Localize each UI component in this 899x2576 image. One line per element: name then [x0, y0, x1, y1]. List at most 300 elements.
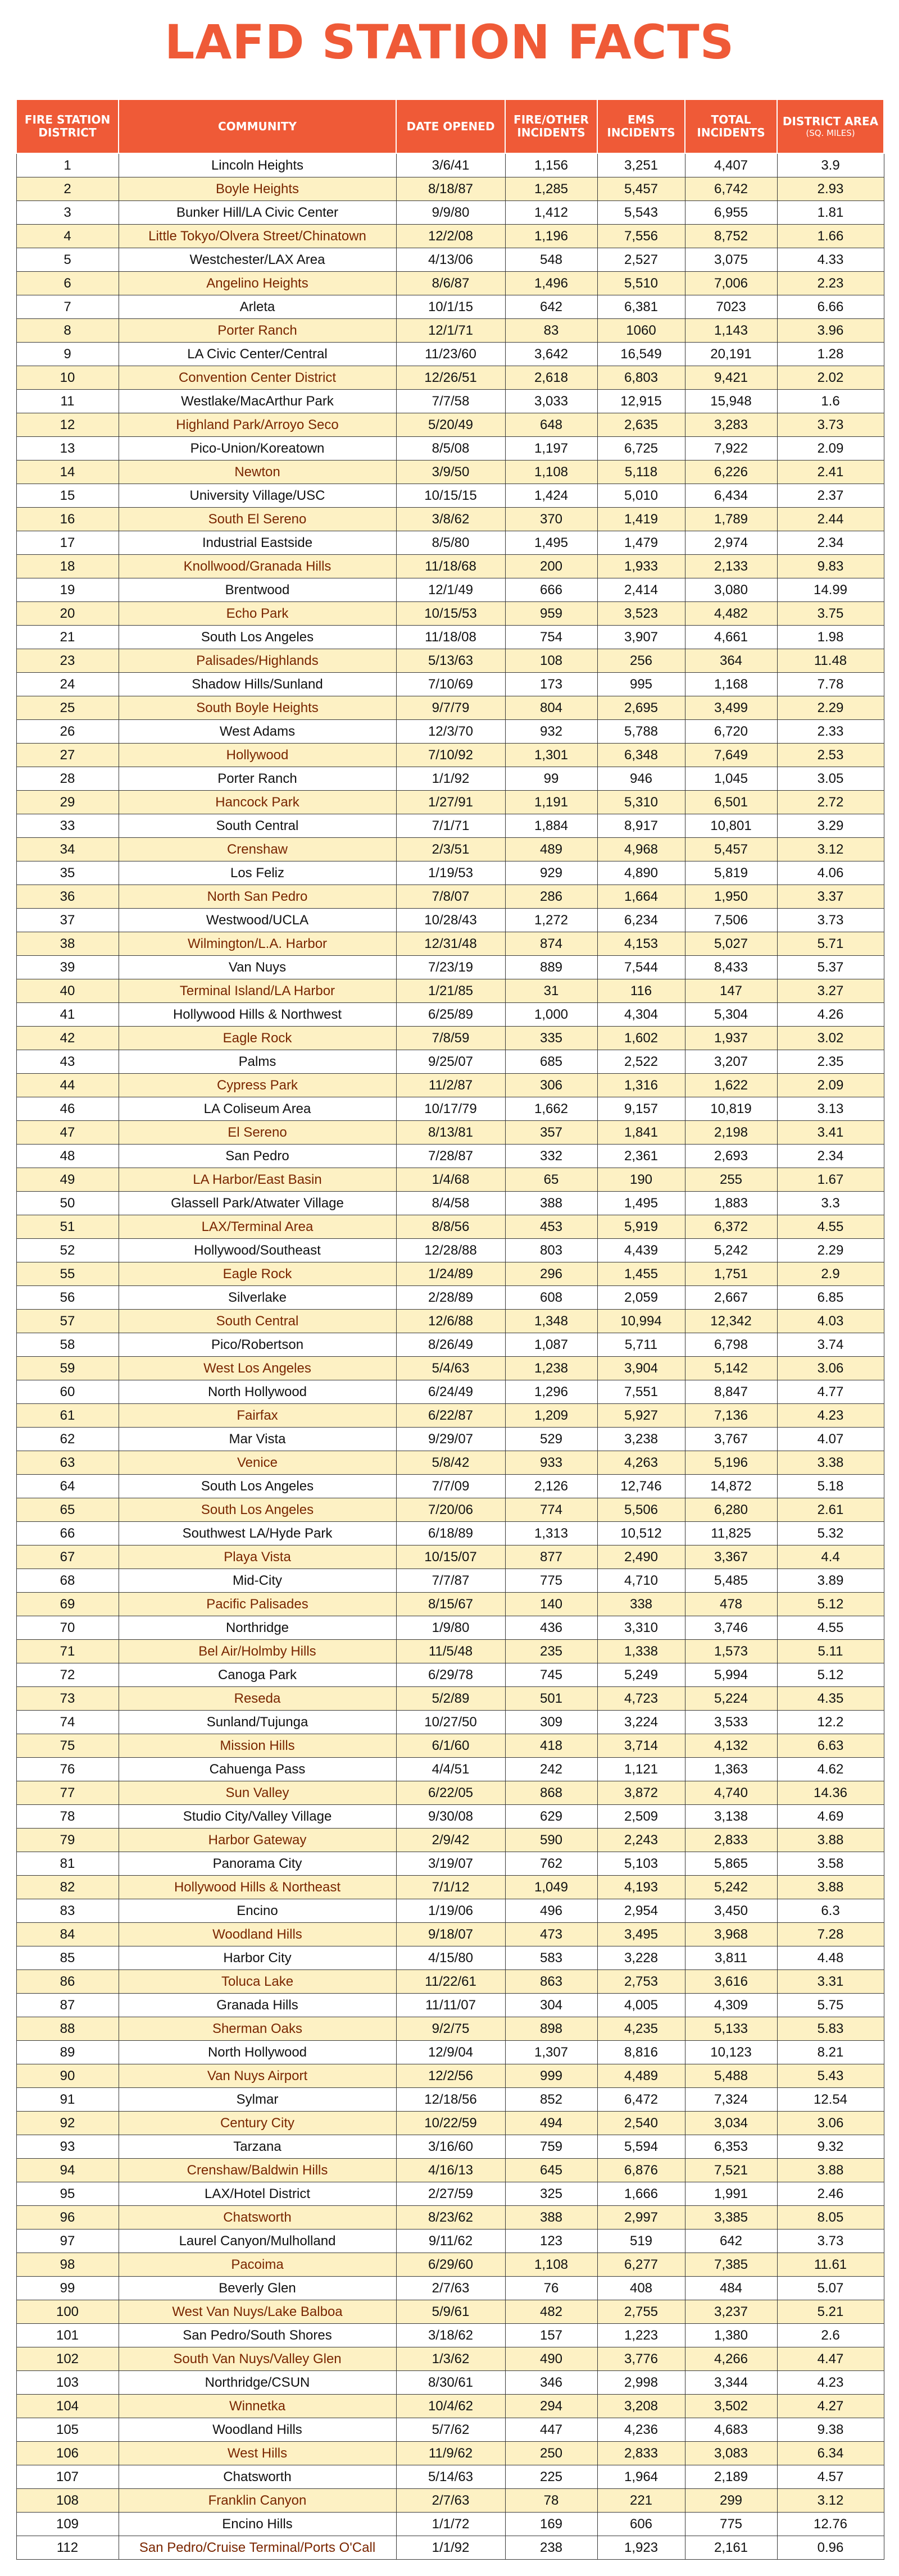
date-opened-cell: 10/15/07 [396, 1545, 505, 1569]
community-cell: Pacoima [119, 2253, 396, 2277]
total-incidents-cell: 4,482 [685, 602, 777, 626]
district-area-cell: 4.27 [777, 2395, 884, 2418]
district-cell: 85 [16, 1946, 119, 1970]
district-cell: 101 [16, 2324, 119, 2347]
date-opened-cell: 5/20/49 [396, 413, 505, 437]
date-opened-cell: 6/22/87 [396, 1404, 505, 1428]
community-cell: Palms [119, 1050, 396, 1074]
date-opened-cell: 12/1/71 [396, 319, 505, 343]
table-row [16, 1074, 884, 1097]
table-row [16, 508, 884, 531]
fire-other-incidents-cell: 1,108 [505, 461, 597, 484]
district-cell: 83 [16, 1899, 119, 1923]
fire-other-incidents-cell: 803 [505, 1239, 597, 1262]
district-area-cell: 2.37 [777, 484, 884, 508]
district-cell: 57 [16, 1310, 119, 1333]
community-cell: North Hollywood [119, 1380, 396, 1404]
district-cell: 1 [16, 153, 119, 177]
district-cell: 56 [16, 1286, 119, 1310]
total-incidents-cell: 5,457 [685, 838, 777, 861]
total-incidents-cell: 1,991 [685, 2182, 777, 2206]
table-row [16, 2041, 884, 2064]
fire-other-incidents-cell: 173 [505, 673, 597, 696]
community-cell: Toluca Lake [119, 1970, 396, 1994]
total-incidents-cell: 6,955 [685, 201, 777, 225]
date-opened-cell: 6/29/60 [396, 2253, 505, 2277]
ems-incidents-cell: 6,803 [597, 366, 685, 390]
district-area-cell: 3.13 [777, 1097, 884, 1121]
district-area-cell: 3.05 [777, 767, 884, 791]
total-incidents-cell: 10,801 [685, 814, 777, 838]
fire-other-incidents-cell: 346 [505, 2371, 597, 2395]
district-cell: 90 [16, 2064, 119, 2088]
fire-other-incidents-cell: 1,238 [505, 1357, 597, 1380]
table-row [16, 177, 884, 201]
community-cell: Echo Park [119, 602, 396, 626]
table-row [16, 1545, 884, 1569]
table-row [16, 1475, 884, 1498]
total-incidents-cell: 2,667 [685, 1286, 777, 1310]
ems-incidents-cell: 1,338 [597, 1640, 685, 1663]
district-cell: 70 [16, 1616, 119, 1640]
community-cell: South Los Angeles [119, 626, 396, 649]
total-incidents-cell: 8,433 [685, 956, 777, 979]
district-area-cell: 6.85 [777, 1286, 884, 1310]
fire-other-incidents-cell: 929 [505, 861, 597, 885]
total-incidents-cell: 3,034 [685, 2112, 777, 2135]
ems-incidents-cell: 1,923 [597, 2536, 685, 2560]
community-cell: Reseda [119, 1687, 396, 1711]
ems-incidents-cell: 6,472 [597, 2088, 685, 2112]
ems-incidents-cell: 7,556 [597, 225, 685, 248]
table-row [16, 484, 884, 508]
date-opened-cell: 10/1/15 [396, 295, 505, 319]
community-cell: Bunker Hill/LA Civic Center [119, 201, 396, 225]
date-opened-cell: 8/30/61 [396, 2371, 505, 2395]
community-cell: Cypress Park [119, 1074, 396, 1097]
district-area-cell: 4.33 [777, 248, 884, 272]
total-incidents-cell: 9,421 [685, 366, 777, 390]
district-area-cell: 4.06 [777, 861, 884, 885]
date-opened-cell: 6/24/49 [396, 1380, 505, 1404]
total-incidents-cell: 6,501 [685, 791, 777, 814]
district-cell: 105 [16, 2418, 119, 2442]
table-row [16, 744, 884, 767]
ems-incidents-cell: 10,994 [597, 1310, 685, 1333]
district-cell: 47 [16, 1121, 119, 1145]
ems-incidents-cell: 1,495 [597, 1192, 685, 1215]
district-area-cell: 2.34 [777, 531, 884, 555]
district-area-cell: 5.32 [777, 1522, 884, 1545]
district-area-cell: 12.54 [777, 2088, 884, 2112]
table-row [16, 390, 884, 413]
total-incidents-cell: 7,521 [685, 2159, 777, 2182]
ems-incidents-cell: 408 [597, 2277, 685, 2300]
district-area-cell: 6.3 [777, 1899, 884, 1923]
fire-other-incidents-cell: 1,424 [505, 484, 597, 508]
fire-other-incidents-cell: 1,496 [505, 272, 597, 295]
table-row [16, 1805, 884, 1829]
date-opened-cell: 1/1/92 [396, 2536, 505, 2560]
fire-other-incidents-cell: 496 [505, 1899, 597, 1923]
district-area-cell: 1.98 [777, 626, 884, 649]
table-row [16, 696, 884, 720]
district-area-cell: 3.02 [777, 1027, 884, 1050]
fire-other-incidents-cell: 242 [505, 1758, 597, 1781]
table-row [16, 1758, 884, 1781]
district-area-cell: 6.66 [777, 295, 884, 319]
district-cell: 104 [16, 2395, 119, 2418]
table-row [16, 2395, 884, 2418]
total-incidents-cell: 6,434 [685, 484, 777, 508]
fire-other-incidents-cell: 108 [505, 649, 597, 673]
district-cell: 52 [16, 1239, 119, 1262]
date-opened-cell: 2/9/42 [396, 1829, 505, 1852]
table-row [16, 814, 884, 838]
ems-incidents-cell: 2,414 [597, 578, 685, 602]
district-area-cell: 3.38 [777, 1451, 884, 1475]
community-cell: Encino Hills [119, 2513, 396, 2536]
ems-incidents-cell: 4,304 [597, 1003, 685, 1027]
fire-other-incidents-cell: 1,209 [505, 1404, 597, 1428]
total-incidents-cell: 10,819 [685, 1097, 777, 1121]
district-area-cell: 2.41 [777, 461, 884, 484]
district-area-cell: 1.28 [777, 343, 884, 366]
district-area-cell: 3.06 [777, 1357, 884, 1380]
total-incidents-cell: 3,533 [685, 1711, 777, 1734]
date-opened-cell: 7/7/58 [396, 390, 505, 413]
date-opened-cell: 9/18/07 [396, 1923, 505, 1946]
ems-incidents-cell: 2,695 [597, 696, 685, 720]
fire-other-incidents-cell: 642 [505, 295, 597, 319]
district-cell: 43 [16, 1050, 119, 1074]
community-cell: Northridge/CSUN [119, 2371, 396, 2395]
date-opened-cell: 12/2/08 [396, 225, 505, 248]
fire-other-incidents-cell: 1,285 [505, 177, 597, 201]
table-row [16, 437, 884, 461]
community-cell: Beverly Glen [119, 2277, 396, 2300]
fire-other-incidents-cell: 583 [505, 1946, 597, 1970]
total-incidents-cell: 4,266 [685, 2347, 777, 2371]
fire-other-incidents-cell: 933 [505, 1451, 597, 1475]
fire-other-incidents-cell: 868 [505, 1781, 597, 1805]
total-incidents-cell: 7,324 [685, 2088, 777, 2112]
fire-other-incidents-cell: 1,108 [505, 2253, 597, 2277]
district-area-cell: 4.4 [777, 1545, 884, 1569]
date-opened-cell: 3/8/62 [396, 508, 505, 531]
district-area-cell: 5.71 [777, 932, 884, 956]
ems-incidents-cell: 5,103 [597, 1852, 685, 1876]
date-opened-cell: 12/26/51 [396, 366, 505, 390]
ems-incidents-cell: 12,746 [597, 1475, 685, 1498]
ems-incidents-cell: 2,753 [597, 1970, 685, 1994]
district-cell: 92 [16, 2112, 119, 2135]
fire-other-incidents-cell: 898 [505, 2017, 597, 2041]
total-incidents-cell: 1,883 [685, 1192, 777, 1215]
table-row [16, 1711, 884, 1734]
district-area-cell: 9.38 [777, 2418, 884, 2442]
ems-incidents-cell: 3,238 [597, 1428, 685, 1451]
date-opened-cell: 6/25/89 [396, 1003, 505, 1027]
date-opened-cell: 11/11/07 [396, 1994, 505, 2017]
district-cell: 89 [16, 2041, 119, 2064]
community-cell: Hancock Park [119, 791, 396, 814]
community-cell: Westwood/UCLA [119, 909, 396, 932]
total-incidents-cell: 12,342 [685, 1310, 777, 1333]
total-incidents-cell: 1,937 [685, 1027, 777, 1050]
district-area-cell: 2.9 [777, 1262, 884, 1286]
district-area-cell: 12.76 [777, 2513, 884, 2536]
community-cell: Porter Ranch [119, 319, 396, 343]
community-cell: Harbor Gateway [119, 1829, 396, 1852]
ems-incidents-cell: 7,544 [597, 956, 685, 979]
district-cell: 55 [16, 1262, 119, 1286]
community-cell: Woodland Hills [119, 1923, 396, 1946]
district-area-cell: 14.36 [777, 1781, 884, 1805]
total-incidents-cell: 5,027 [685, 932, 777, 956]
fire-other-incidents-cell: 877 [505, 1545, 597, 1569]
ems-incidents-cell: 5,457 [597, 177, 685, 201]
table-row [16, 1145, 884, 1168]
table-row [16, 2088, 884, 2112]
community-cell: South Van Nuys/Valley Glen [119, 2347, 396, 2371]
ems-incidents-cell: 3,907 [597, 626, 685, 649]
table-row [16, 1498, 884, 1522]
date-opened-cell: 10/27/50 [396, 1711, 505, 1734]
total-incidents-cell: 8,847 [685, 1380, 777, 1404]
fire-other-incidents-cell: 745 [505, 1663, 597, 1687]
date-opened-cell: 8/6/87 [396, 272, 505, 295]
district-area-cell: 4.62 [777, 1758, 884, 1781]
district-cell: 65 [16, 1498, 119, 1522]
district-area-cell: 3.73 [777, 909, 884, 932]
community-cell: Boyle Heights [119, 177, 396, 201]
community-cell: Chatsworth [119, 2465, 396, 2489]
table-row [16, 1239, 884, 1262]
fire-other-incidents-cell: 1,196 [505, 225, 597, 248]
total-incidents-cell: 4,132 [685, 1734, 777, 1758]
ems-incidents-cell: 6,234 [597, 909, 685, 932]
ems-incidents-cell: 5,249 [597, 1663, 685, 1687]
district-cell: 36 [16, 885, 119, 909]
date-opened-cell: 7/1/12 [396, 1876, 505, 1899]
total-incidents-cell: 3,811 [685, 1946, 777, 1970]
date-opened-cell: 9/11/62 [396, 2230, 505, 2253]
community-cell: Arleta [119, 295, 396, 319]
table-row [16, 1593, 884, 1616]
table-row [16, 1451, 884, 1475]
date-opened-cell: 6/29/78 [396, 1663, 505, 1687]
district-area-cell: 2.33 [777, 720, 884, 744]
district-area-cell: 2.29 [777, 696, 884, 720]
date-opened-cell: 10/15/53 [396, 602, 505, 626]
ems-incidents-cell: 6,381 [597, 295, 685, 319]
date-opened-cell: 5/13/63 [396, 649, 505, 673]
district-area-cell: 3.88 [777, 1829, 884, 1852]
date-opened-cell: 10/17/79 [396, 1097, 505, 1121]
community-cell: Palisades/Highlands [119, 649, 396, 673]
total-incidents-cell: 3,450 [685, 1899, 777, 1923]
district-cell: 108 [16, 2489, 119, 2513]
fire-other-incidents-cell: 388 [505, 2206, 597, 2230]
district-cell: 94 [16, 2159, 119, 2182]
total-incidents-cell: 5,485 [685, 1569, 777, 1593]
fire-other-incidents-cell: 1,412 [505, 201, 597, 225]
total-incidents-cell: 6,798 [685, 1333, 777, 1357]
district-area-cell: 14.99 [777, 578, 884, 602]
date-opened-cell: 11/18/68 [396, 555, 505, 578]
date-opened-cell: 9/30/08 [396, 1805, 505, 1829]
fire-other-incidents-cell: 453 [505, 1215, 597, 1239]
total-incidents-cell: 15,948 [685, 390, 777, 413]
district-cell: 14 [16, 461, 119, 484]
district-cell: 69 [16, 1593, 119, 1616]
district-area-cell: 3.41 [777, 1121, 884, 1145]
fire-other-incidents-cell: 418 [505, 1734, 597, 1758]
district-cell: 2 [16, 177, 119, 201]
header-label: FIRE STATION DISTRICT [24, 113, 111, 139]
community-cell: South Central [119, 814, 396, 838]
date-opened-cell: 9/7/79 [396, 696, 505, 720]
fire-other-incidents-cell: 235 [505, 1640, 597, 1663]
community-cell: San Pedro/South Shores [119, 2324, 396, 2347]
fire-other-incidents-cell: 304 [505, 1994, 597, 2017]
district-cell: 86 [16, 1970, 119, 1994]
district-area-cell: 3.96 [777, 319, 884, 343]
ems-incidents-cell: 5,506 [597, 1498, 685, 1522]
community-cell: Bel Air/Holmby Hills [119, 1640, 396, 1663]
date-opened-cell: 12/31/48 [396, 932, 505, 956]
district-cell: 38 [16, 932, 119, 956]
fire-other-incidents-cell: 804 [505, 696, 597, 720]
ems-incidents-cell: 5,711 [597, 1333, 685, 1357]
district-area-cell: 5.11 [777, 1640, 884, 1663]
ems-incidents-cell: 4,489 [597, 2064, 685, 2088]
header-label: DATE OPENED [406, 119, 495, 133]
district-area-cell: 2.46 [777, 2182, 884, 2206]
fire-other-incidents-cell: 629 [505, 1805, 597, 1829]
ems-incidents-cell: 4,439 [597, 1239, 685, 1262]
fire-other-incidents-cell: 494 [505, 2112, 597, 2135]
ems-incidents-cell: 1,964 [597, 2465, 685, 2489]
ems-incidents-cell: 221 [597, 2489, 685, 2513]
ems-incidents-cell: 9,157 [597, 1097, 685, 1121]
fire-other-incidents-cell: 1,197 [505, 437, 597, 461]
fire-other-incidents-cell: 1,662 [505, 1097, 597, 1121]
district-cell: 24 [16, 673, 119, 696]
ems-incidents-cell: 4,263 [597, 1451, 685, 1475]
date-opened-cell: 10/15/15 [396, 484, 505, 508]
fire-other-incidents-cell: 1,301 [505, 744, 597, 767]
district-area-cell: 4.35 [777, 1687, 884, 1711]
district-cell: 51 [16, 1215, 119, 1239]
community-cell: West Los Angeles [119, 1357, 396, 1380]
date-opened-cell: 7/1/71 [396, 814, 505, 838]
district-area-cell: 2.23 [777, 272, 884, 295]
community-cell: LAX/Hotel District [119, 2182, 396, 2206]
district-area-cell: 4.57 [777, 2465, 884, 2489]
total-incidents-cell: 3,080 [685, 578, 777, 602]
table-row [16, 555, 884, 578]
community-cell: Harbor City [119, 1946, 396, 1970]
fire-other-incidents-cell: 332 [505, 1145, 597, 1168]
date-opened-cell: 5/14/63 [396, 2465, 505, 2489]
header-label: TOTAL INCIDENTS [697, 113, 765, 139]
header-row [16, 99, 884, 153]
table-row [16, 413, 884, 437]
total-incidents-cell: 3,075 [685, 248, 777, 272]
ems-incidents-cell: 10,512 [597, 1522, 685, 1545]
header-fire-station-district [16, 99, 119, 153]
total-incidents-cell: 1,143 [685, 319, 777, 343]
district-cell: 98 [16, 2253, 119, 2277]
district-cell: 73 [16, 1687, 119, 1711]
ems-incidents-cell: 1,316 [597, 1074, 685, 1097]
district-area-cell: 4.77 [777, 1380, 884, 1404]
total-incidents-cell: 5,865 [685, 1852, 777, 1876]
total-incidents-cell: 1,622 [685, 1074, 777, 1097]
table-row [16, 2513, 884, 2536]
total-incidents-cell: 7,385 [685, 2253, 777, 2277]
fire-other-incidents-cell: 1,296 [505, 1380, 597, 1404]
date-opened-cell: 3/16/60 [396, 2135, 505, 2159]
community-cell: South Los Angeles [119, 1498, 396, 1522]
community-cell: Studio City/Valley Village [119, 1805, 396, 1829]
date-opened-cell: 6/22/05 [396, 1781, 505, 1805]
district-area-cell: 5.83 [777, 2017, 884, 2041]
community-cell: North San Pedro [119, 885, 396, 909]
total-incidents-cell: 775 [685, 2513, 777, 2536]
community-cell: San Pedro/Cruise Terminal/Ports O'Call [119, 2536, 396, 2560]
fire-other-incidents-cell: 759 [505, 2135, 597, 2159]
fire-other-incidents-cell: 306 [505, 1074, 597, 1097]
district-area-cell: 1.6 [777, 390, 884, 413]
district-cell: 23 [16, 649, 119, 673]
total-incidents-cell: 3,616 [685, 1970, 777, 1994]
date-opened-cell: 7/7/09 [396, 1475, 505, 1498]
date-opened-cell: 8/8/56 [396, 1215, 505, 1239]
ems-incidents-cell: 5,310 [597, 791, 685, 814]
ems-incidents-cell: 1,479 [597, 531, 685, 555]
ems-incidents-cell: 1,602 [597, 1027, 685, 1050]
community-cell: Pico-Union/Koreatown [119, 437, 396, 461]
table-row [16, 956, 884, 979]
date-opened-cell: 12/18/56 [396, 2088, 505, 2112]
date-opened-cell: 5/4/63 [396, 1357, 505, 1380]
district-cell: 10 [16, 366, 119, 390]
table-row [16, 1923, 884, 1946]
fire-other-incidents-cell: 238 [505, 2536, 597, 2560]
table-row [16, 2182, 884, 2206]
total-incidents-cell: 2,974 [685, 531, 777, 555]
district-cell: 12 [16, 413, 119, 437]
district-cell: 25 [16, 696, 119, 720]
fire-other-incidents-cell: 286 [505, 885, 597, 909]
header-label: EMS INCIDENTS [607, 113, 675, 139]
community-cell: Porter Ranch [119, 767, 396, 791]
fire-other-incidents-cell: 296 [505, 1262, 597, 1286]
fire-other-incidents-cell: 473 [505, 1923, 597, 1946]
table-row [16, 2135, 884, 2159]
ems-incidents-cell: 1,841 [597, 1121, 685, 1145]
table-row [16, 1946, 884, 1970]
district-area-cell: 3.88 [777, 1876, 884, 1899]
community-cell: Van Nuys Airport [119, 2064, 396, 2088]
ems-incidents-cell: 3,224 [597, 1711, 685, 1734]
district-cell: 34 [16, 838, 119, 861]
district-cell: 91 [16, 2088, 119, 2112]
date-opened-cell: 7/7/87 [396, 1569, 505, 1593]
